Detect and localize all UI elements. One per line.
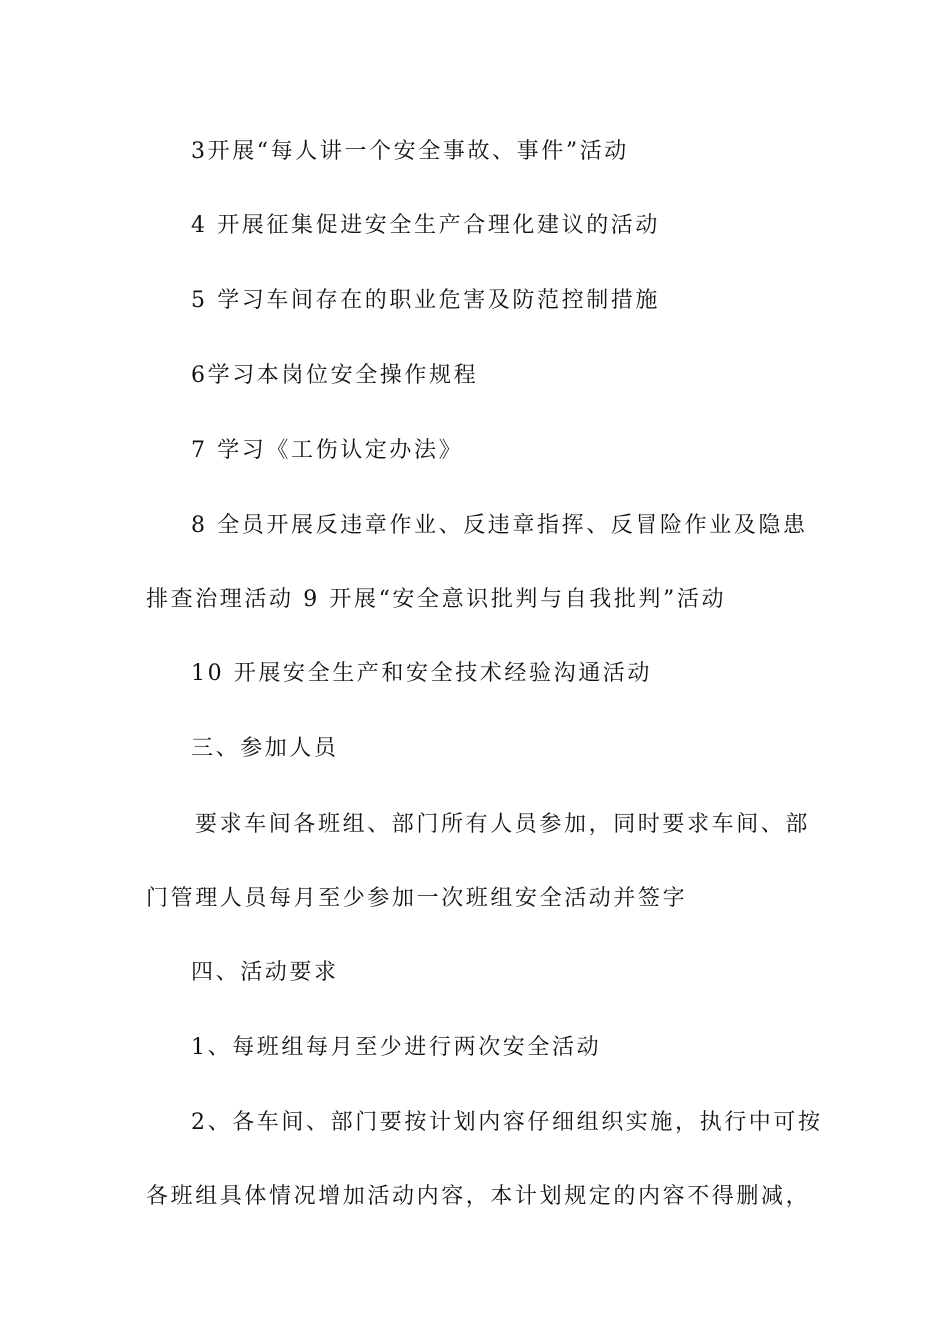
- item-10-line: 10 开展安全生产和安全技术经验沟通活动: [191, 661, 652, 686]
- requirement-2-line-1: 2、各车间、部门要按计划内容仔细组织实施，执行中可按: [191, 1110, 823, 1135]
- item-7-line: 7 学习《工伤认定办法》: [191, 438, 464, 463]
- requirement-1-line: 1、每班组每月至少进行两次安全活动: [191, 1035, 602, 1060]
- participants-paragraph-line-1: 要求车间各班组、部门所有人员参加，同时要求车间、部: [195, 812, 811, 837]
- section-4-heading: 四、活动要求: [191, 960, 339, 985]
- item-8-line: 8 全员开展反违章作业、反违章指挥、反冒险作业及隐患: [191, 513, 808, 538]
- item-3-line: 3开展“每人讲一个安全事故、事件”活动: [191, 139, 629, 164]
- item-6-line: 6学习本岗位安全操作规程: [191, 363, 479, 388]
- section-3-heading: 三、参加人员: [191, 736, 339, 761]
- item-5-line: 5 学习车间存在的职业危害及防范控制措施: [191, 288, 660, 313]
- participants-paragraph-line-2: 门管理人员每月至少参加一次班组安全活动并签字: [146, 886, 688, 911]
- item-8-9-continuation-line: 排查治理活动 9 开展“安全意识批判与自我批判”活动: [146, 587, 727, 612]
- requirement-2-line-2: 各班组具体情况增加活动内容，本计划规定的内容不得删减，: [146, 1184, 811, 1209]
- item-4-line: 4 开展征集促进安全生产合理化建议的活动: [191, 213, 660, 238]
